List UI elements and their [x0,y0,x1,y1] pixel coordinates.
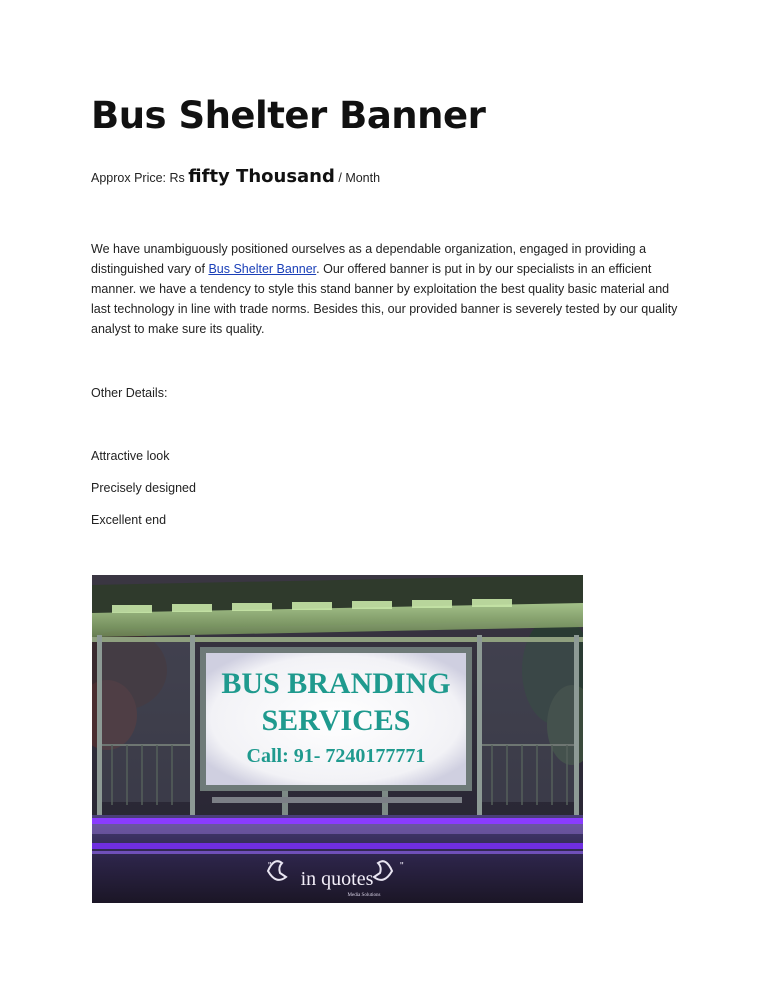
billboard-line-3: Call: 91- 7240177771 [246,745,426,767]
logo-subtext: Media Solutions [347,893,381,898]
feature-item: Attractive look [91,449,170,463]
feature-item: Precisely designed [91,481,196,495]
feature-item: Excellent end [91,513,167,527]
price-amount: fifty Thousand [188,166,335,187]
description-text-after: . Our offered banner is put in by our specialists in an efficient manner. we have a tendency to style this stand banner by exploitation the best quality basic material and last technology in line with trade norms. Besides this, our provided banner is severely tested by our quality analyst to make sure its quality. [91,262,678,336]
svg-text:": " [268,861,272,872]
page-title: Bus Shelter Banner [91,94,486,137]
description-text-before: We have unambiguously positioned ourselves as a dependable organization, engaged in providing a distinguished vary of [91,242,647,276]
price-suffix: / Month [338,171,381,185]
product-link[interactable]: Bus Shelter Banner [208,262,317,276]
billboard-line-1: BUS BRANDING [221,667,451,700]
billboard-line-2: SERVICES [261,704,411,737]
logo-text: in quotes [300,868,374,890]
svg-text:": " [400,861,404,872]
price-prefix: Approx Price: Rs [91,171,185,185]
other-details-heading: Other Details: [91,386,168,400]
bus-shelter-photo [92,575,583,903]
price-line [91,166,380,187]
description-paragraph [91,239,681,339]
